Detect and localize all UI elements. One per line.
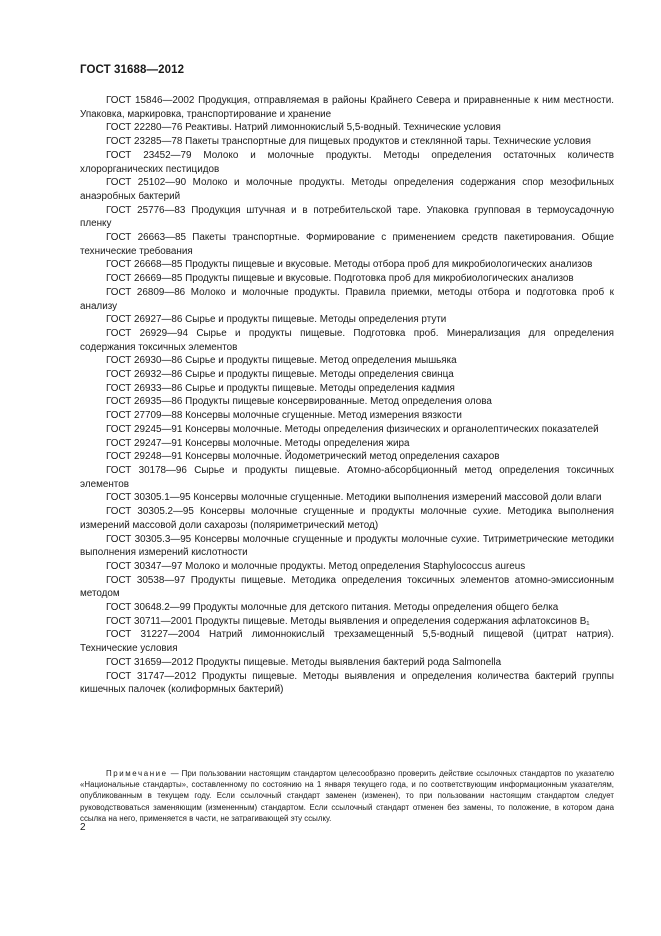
reference-item: ГОСТ 26809—86 Молоко и молочные продукты. Правила приемки, методы отбора и подготовка проб к анализу — [80, 286, 614, 312]
reference-item: ГОСТ 27709—88 Консервы молочные сгущенные. Метод измерения вязкости — [106, 410, 462, 422]
reference-item: ГОСТ 26932—86 Сырье и продукты пищевые. Методы определения свинца — [106, 369, 454, 381]
reference-item: ГОСТ 25102—90 Молоко и молочные продукты. Методы определения содержания спор мезофильных анаэробных бактерий — [80, 177, 614, 202]
reference-item: ГОСТ 30305.3—95 Консервы молочные сгущенные и продукты молочные сухие. Титриметрические методики выполнения измерений кислотности — [80, 533, 614, 559]
reference-item: ГОСТ 30648.2—99 Продукты молочные для детского питания. Методы определения общего белка — [106, 602, 559, 614]
normative-references-list — [80, 94, 614, 697]
reference-item: ГОСТ 26663—85 Пакеты транспортные. Формирование с применением средств пакетирования. Общие технические требования — [80, 232, 614, 257]
reference-item: ГОСТ 25776—83 Продукция штучная и в потребительской таре. Упаковка групповая в термоусадочную пленку — [80, 204, 614, 230]
reference-item: ГОСТ 29248—91 Консервы молочные. Йодометрический метод определения сахаров — [106, 451, 500, 463]
reference-item: ГОСТ 26929—94 Сырье и продукты пищевые. Подготовка проб. Минерализация для определения содержания токсичных элементов — [80, 327, 614, 353]
standard-header: ГОСТ 31688—2012 — [80, 64, 185, 76]
reference-item: ГОСТ 30538—97 Продукты пищевые. Методика определения токсичных элементов атомно-эмиссионным методом — [80, 574, 614, 600]
reference-item: ГОСТ 30711—2001 Продукты пищевые. Методы выявления и определения содержания афлатоксинов B₁ — [106, 615, 590, 627]
reference-item: ГОСТ 22280—76 Реактивы. Натрий лимоннокислый 5,5-водный. Технические условия — [106, 122, 501, 134]
reference-item: ГОСТ 26669—85 Продукты пищевые и вкусовые. Подготовка проб для микробиологических анализов — [106, 273, 574, 285]
reference-item: ГОСТ 26927—86 Сырье и продукты пищевые. Методы определения ртути — [106, 314, 447, 326]
reference-item: ГОСТ 26935—86 Продукты пищевые консервированные. Метод определения олова — [106, 396, 492, 408]
note-label: Примечание — [106, 769, 168, 778]
note-paragraph — [80, 768, 614, 824]
reference-item: ГОСТ 26930—86 Сырье и продукты пищевые. Метод определения мышьяка — [106, 355, 457, 367]
reference-item: ГОСТ 31659—2012 Продукты пищевые. Методы выявления бактерий рода Salmonella — [106, 656, 502, 668]
note-text: — При пользовании настоящим стандартом целесообразно проверить действие ссылочных стандартов по указателю «Национальные стандарты», составленному по состоянию на 1 января текущего года, и по соответствующим информационным указателям, опубликованным в текущем году. Если ссылочный стандарт заменен (изменен), то при пользовании настоящим стандартом следует руководствоваться заменяющим (измененным) стандартом. Если ссылочный стандарт отменен без замены, то положение, в котором дана ссылка на него, применяется в части, не затрагивающей эту ссылку. — [80, 769, 614, 823]
reference-item: ГОСТ 31227—2004 Натрий лимоннокислый трехзамещенный 5,5-водный пищевой (цитрат натрия). Технические условия — [80, 629, 614, 655]
reference-item: ГОСТ 30347—97 Молоко и молочные продукты. Метод определения Staphylococcus aureus — [106, 560, 526, 572]
reference-item: ГОСТ 26668—85 Продукты пищевые и вкусовые. Методы отбора проб для микробиологических анализов — [106, 259, 593, 271]
reference-item: ГОСТ 29247—91 Консервы молочные. Методы определения жира — [106, 437, 410, 449]
reference-item: ГОСТ 30305.1—95 Консервы молочные сгущенные. Методики выполнения измерений массовой доли влаги — [106, 492, 602, 504]
reference-item: ГОСТ 29245—91 Консервы молочные. Методы определения физических и органолептических показателей — [106, 423, 599, 435]
reference-item: ГОСТ 23452—79 Молоко и молочные продукты. Методы определения остаточных количеств хлорорганических пестицидов — [80, 149, 614, 175]
reference-item: ГОСТ 23285—78 Пакеты транспортные для пищевых продуктов и стеклянной тары. Технические условия — [106, 136, 591, 148]
reference-item: ГОСТ 30305.2—95 Консервы молочные сгущенные и продукты молочные сухие. Методика выполнения измерений массовой доли сахарозы (поляриметрический метод) — [80, 506, 614, 531]
page-number: 2 — [80, 822, 86, 833]
reference-item: ГОСТ 26933—86 Сырье и продукты пищевые. Методы определения кадмия — [106, 382, 455, 394]
reference-item: ГОСТ 30178—96 Сырье и продукты пищевые. Атомно-абсорбционный метод определения токсичных элементов — [80, 464, 614, 490]
reference-item: ГОСТ 15846—2002 Продукция, отправляемая в районы Крайнего Севера и приравненные к ним местности. Упаковка, маркировка, транспортирование и хранение — [80, 95, 614, 120]
reference-item: ГОСТ 31747—2012 Продукты пищевые. Методы выявления и определения количества бактерий группы кишечных палочек (колиформных бактерий) — [80, 670, 614, 696]
